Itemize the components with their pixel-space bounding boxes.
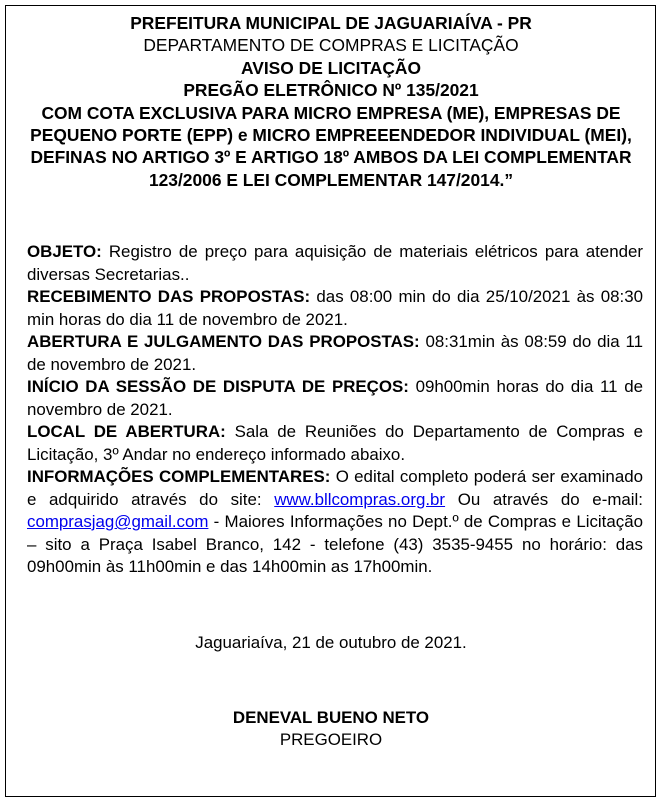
header-department: DEPARTAMENTO DE COMPRAS E LICITAÇÃO — [143, 35, 519, 56]
section-recebimento — [27, 286, 643, 331]
informacoes-label: INFORMAÇÕES COMPLEMENTARES: — [27, 467, 331, 486]
inicio-text: 09h00min horas do dia 11 de novembro de 2021. — [27, 377, 643, 419]
section-local — [27, 421, 643, 466]
objeto-text: Registro de preço para aquisição de materiais elétricos para atender diversas Secretarias.. — [27, 242, 643, 284]
site-link[interactable]: www.bllcompras.org.br — [274, 489, 446, 509]
informacoes-text-3: - Maiores Informações no Dept.º de Compras e Licitação – sito a Praça Isabel Branco, 142 - telefone (43) 3535-9455 no horário: das 09h00min às 11h00min e das 14h00min as 17h00min. — [27, 512, 643, 576]
section-abertura — [27, 331, 643, 376]
email-link[interactable]: comprasjag@gmail.com — [27, 512, 209, 531]
objeto-label: OBJETO: — [27, 242, 102, 261]
abertura-text: 08:31min às 08:59 do dia 11 de novembro de 2021. — [27, 332, 643, 374]
notice-body — [27, 241, 643, 579]
header-municipality: PREFEITURA MUNICIPAL DE JAGUARIAÍVA - PR — [130, 13, 532, 33]
abertura-label: ABERTURA E JULGAMENTO DAS PROPOSTAS: — [27, 332, 420, 351]
inicio-label: INÍCIO DA SESSÃO DE DISPUTA DE PREÇOS: — [27, 377, 409, 396]
header-notice-title: AVISO DE LICITAÇÃO — [240, 57, 422, 78]
section-objeto — [27, 241, 643, 286]
recebimento-label: RECEBIMENTO DAS PROPOSTAS: — [27, 287, 311, 306]
section-inicio — [27, 376, 643, 421]
signer-role: PREGOEIRO — [279, 730, 383, 749]
header-auction-number: PREGÃO ELETRÔNICO Nº 135/2021 — [183, 80, 479, 101]
informacoes-text-1: O edital completo poderá ser examinado e adquirido através do site: — [27, 467, 644, 509]
recebimento-text: das 08:00 min do dia 25/10/2021 às 08:30 min horas do dia 11 de novembro de 2021. — [27, 287, 643, 329]
header-exclusive-quota: COM COTA EXCLUSIVA PARA MICRO EMPRESA (ME), EMPRESAS DE PEQUENO PORTE (EPP) e MICRO EMPREEENDEDOR INDIVIDUAL (MEI), DEFINAS NO ARTIGO 3º E ARTIGO 18º AMBOS DA LEI COMPLEMENTAR 123/2006 E LEI COMPLEMENTAR 147/2014.” — [30, 102, 632, 190]
signature-block — [0, 707, 662, 751]
notice-header — [20, 12, 642, 191]
signer-name: DENEVAL BUENO NETO — [232, 708, 430, 727]
local-label: LOCAL DE ABERTURA: — [27, 422, 226, 441]
informacoes-text-2: Ou através do e-mail: — [445, 489, 643, 509]
section-informacoes — [27, 466, 643, 579]
local-text: Sala de Reuniões do Departamento de Compras e Licitação, 3º Andar no endereço informado abaixo. — [27, 422, 643, 464]
notice-date: Jaguariaíva, 21 de outubro de 2021. — [195, 633, 467, 652]
